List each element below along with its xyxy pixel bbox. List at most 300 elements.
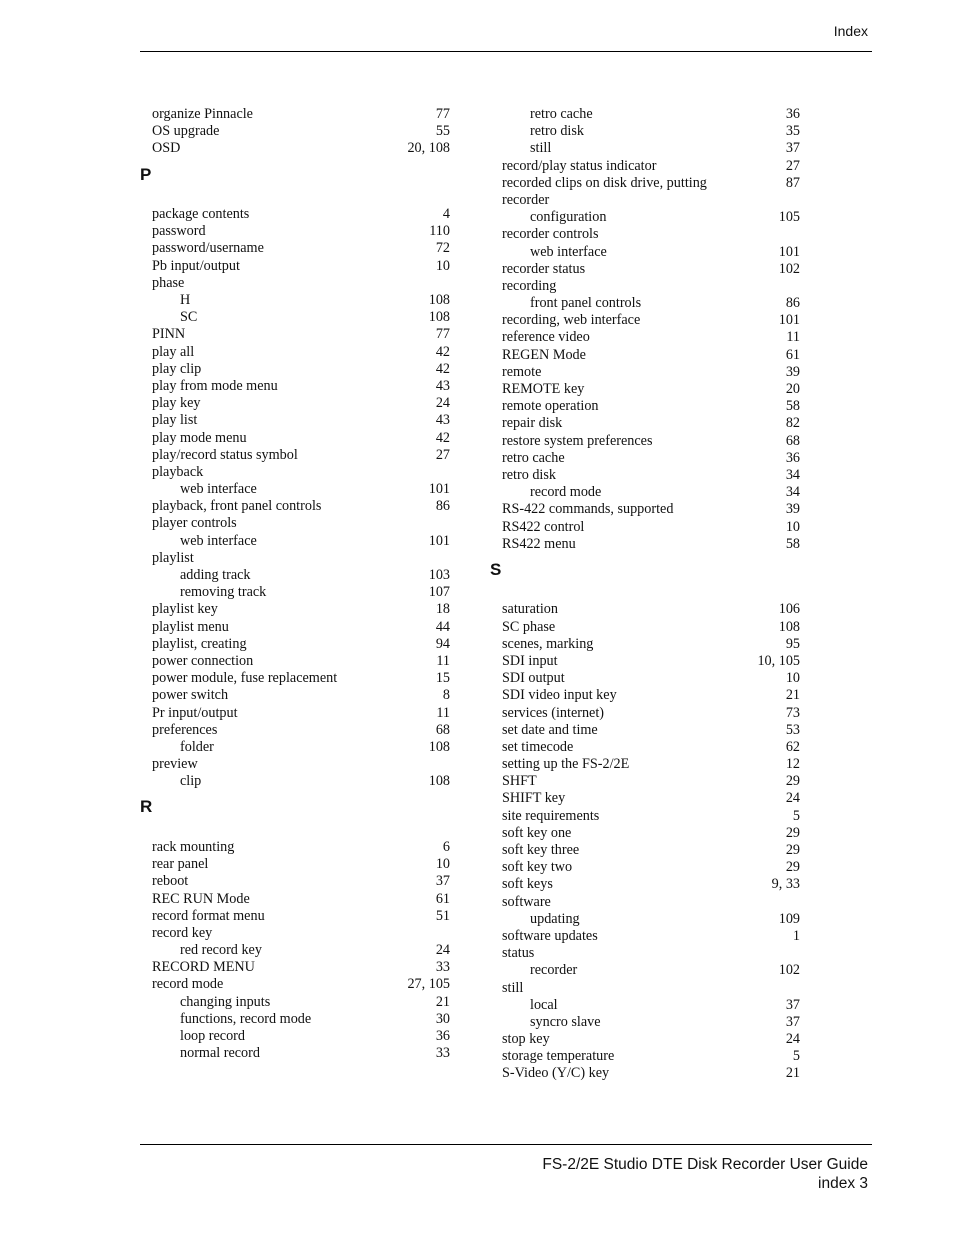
- index-entry: [502, 158, 800, 175]
- page-refs: 103: [428, 567, 450, 583]
- index-entry: [152, 619, 450, 636]
- index-subentry: [502, 962, 800, 979]
- page-refs: 109: [778, 910, 800, 927]
- index-term: preview: [152, 756, 198, 773]
- page-refs: 37: [435, 873, 450, 890]
- index-entry: [502, 1065, 800, 1082]
- page-refs: 37: [785, 996, 800, 1013]
- page-refs: 72: [435, 240, 450, 257]
- index-entry: [502, 945, 800, 962]
- page-refs: 29: [785, 842, 800, 858]
- page-refs: 21: [435, 993, 450, 1010]
- index-subentry: [152, 1028, 450, 1045]
- page-refs: 68: [435, 721, 450, 738]
- page-refs: 108: [428, 292, 450, 308]
- index-term: player controls: [152, 515, 237, 532]
- index-entry: [502, 722, 800, 739]
- index-subentry: [152, 1045, 450, 1062]
- page-refs: 10: [785, 670, 800, 687]
- index-term: play/record status symbol: [152, 446, 298, 463]
- index-subentry: [152, 481, 450, 498]
- index-entry: [502, 705, 800, 722]
- index-entry: [152, 106, 450, 123]
- index-term: configuration: [530, 209, 607, 226]
- index-term: reboot: [152, 873, 189, 890]
- page-refs: 12: [785, 756, 800, 773]
- index-term: syncro slave: [530, 1013, 601, 1030]
- index-term: status: [502, 945, 535, 962]
- index-entry: [502, 636, 800, 653]
- index-term: SDI input: [502, 652, 558, 669]
- index-term: play mode menu: [152, 429, 247, 446]
- index-entry: [502, 876, 800, 893]
- index-term: saturation: [502, 601, 558, 618]
- page-refs: 35: [785, 123, 800, 140]
- page-refs: 94: [435, 635, 450, 652]
- index-subentry: [152, 1011, 450, 1028]
- index-entry: [152, 959, 450, 976]
- index-entry: [502, 329, 800, 346]
- index-column-left: [140, 106, 450, 1062]
- index-entry: [152, 670, 450, 687]
- index-entry: [502, 1048, 800, 1065]
- index-entry: [502, 619, 800, 636]
- index-subentry: [152, 309, 450, 326]
- index-entry: [502, 1031, 800, 1048]
- index-entry: [502, 398, 800, 415]
- index-entry: [502, 790, 800, 807]
- index-entry: [502, 450, 800, 467]
- page-refs: 108: [428, 773, 450, 790]
- page-refs: 107: [428, 584, 450, 601]
- page-refs: 37: [785, 140, 800, 157]
- page-refs: 102: [778, 260, 800, 277]
- index-term: recorded clips on disk drive, putting: [502, 174, 707, 191]
- page-footer: [542, 1155, 868, 1193]
- index-entry: [152, 856, 450, 873]
- page-refs: 61: [785, 346, 800, 363]
- index-term: RECORD MENU: [152, 959, 255, 976]
- page-refs: 24: [435, 395, 450, 412]
- page-refs: 53: [785, 721, 800, 738]
- index-entry: [152, 515, 450, 532]
- index-term: SC: [180, 309, 198, 326]
- index-column-right: [490, 106, 800, 1083]
- index-term: soft key three: [502, 842, 580, 858]
- index-entry: [502, 226, 800, 243]
- index-term: S-Video (Y/C) key: [502, 1065, 610, 1082]
- index-term: SHFT: [502, 773, 537, 790]
- index-term: recorder controls: [502, 226, 599, 243]
- index-entry: [152, 653, 450, 670]
- section-letter: P: [140, 164, 152, 184]
- index-entry: [152, 756, 450, 773]
- page-refs: 6: [442, 838, 450, 855]
- index-subentry: [152, 773, 450, 790]
- index-entry: [152, 636, 450, 653]
- page-refs: 86: [435, 498, 450, 515]
- page-refs: 39: [785, 363, 800, 380]
- page-refs: 77: [435, 106, 450, 122]
- page-refs: 108: [778, 618, 800, 635]
- index-term: setting up the FS-2/2E: [502, 756, 630, 773]
- index-entry: [152, 447, 450, 464]
- index-entry: [152, 344, 450, 361]
- index-term: H: [180, 292, 191, 308]
- page-refs: 62: [785, 738, 800, 755]
- page-refs: 30: [435, 1010, 450, 1027]
- page-refs: 10, 105: [757, 652, 800, 669]
- index-entry: [502, 894, 800, 911]
- page-refs: 27: [785, 157, 800, 174]
- page-refs: 106: [778, 601, 800, 618]
- page-refs: 11: [436, 652, 450, 669]
- index-term: record key: [152, 924, 213, 941]
- index-entry: [502, 670, 800, 687]
- page-refs: 101: [428, 481, 450, 498]
- index-entry: [152, 687, 450, 704]
- index-term: services (internet): [502, 704, 605, 721]
- index-term: still: [502, 979, 524, 996]
- index-entry: [152, 839, 450, 856]
- index-term: software updates: [502, 927, 598, 944]
- index-term: storage temperature: [502, 1048, 615, 1065]
- page-refs: 29: [785, 859, 800, 876]
- footer-rule: [140, 1144, 872, 1145]
- index-subentry: [152, 942, 450, 959]
- index-term: repair disk: [502, 415, 563, 432]
- index-term: adding track: [180, 567, 251, 583]
- page-refs: 108: [428, 738, 450, 755]
- index-entry: [152, 705, 450, 722]
- page-refs: 34: [785, 484, 800, 501]
- index-term: set timecode: [502, 738, 574, 755]
- index-term: local: [530, 996, 558, 1013]
- index-term: restore system preferences: [502, 432, 653, 449]
- index-entry: [502, 859, 800, 876]
- page-refs: 20, 108: [407, 140, 450, 157]
- index-entry: [152, 412, 450, 429]
- page-refs: 73: [785, 704, 800, 721]
- index-entry: [502, 842, 800, 859]
- index-term: remote: [502, 363, 542, 380]
- page-refs: 105: [778, 209, 800, 226]
- index-entry: [152, 395, 450, 412]
- index-term: record/play status indicator: [502, 157, 657, 174]
- index-entry: [502, 536, 800, 553]
- index-term: updating: [530, 910, 580, 927]
- index-entry: [502, 381, 800, 398]
- index-term: reference video: [502, 329, 590, 346]
- index-subentry: [502, 209, 800, 226]
- index-term: web interface: [530, 243, 607, 260]
- index-term: soft key one: [502, 824, 572, 841]
- page-refs: 8: [442, 687, 450, 704]
- index-entry: [502, 808, 800, 825]
- page-refs: 11: [436, 704, 450, 721]
- index-entry: [502, 192, 800, 209]
- index-entry: [502, 347, 800, 364]
- page-refs: 39: [785, 501, 800, 518]
- index-subentry: [502, 997, 800, 1014]
- index-entry: [152, 891, 450, 908]
- page-refs: 58: [785, 535, 800, 552]
- index-term: play key: [152, 395, 201, 412]
- index-entry: [152, 722, 450, 739]
- index-entry: [502, 415, 800, 432]
- book-title: FS-2/2E Studio DTE Disk Recorder User Guide: [542, 1156, 868, 1173]
- running-header: Index: [833, 23, 868, 39]
- index-subentry: [152, 567, 450, 584]
- index-term: power module, fuse replacement: [152, 670, 338, 687]
- page-refs: 51: [435, 907, 450, 924]
- index-term: soft keys: [502, 876, 553, 893]
- index-entry: [502, 261, 800, 278]
- page-refs: 10: [785, 518, 800, 535]
- index-entry: [152, 123, 450, 140]
- index-term: retro cache: [502, 449, 565, 466]
- index-entry: [152, 361, 450, 378]
- index-term: scenes, marking: [502, 635, 594, 652]
- index-entry: [502, 653, 800, 670]
- index-term: playback: [152, 463, 204, 480]
- index-term: OS upgrade: [152, 123, 220, 140]
- index-entry: [502, 687, 800, 704]
- index-term: RS422 menu: [502, 535, 576, 552]
- index-entry: [502, 773, 800, 790]
- index-subentry: [152, 584, 450, 601]
- index-term: playlist: [152, 549, 194, 566]
- index-term: retro cache: [530, 106, 593, 122]
- page-refs: 33: [435, 959, 450, 976]
- page-refs: 10: [435, 856, 450, 873]
- index-term: play all: [152, 343, 195, 360]
- index-term: preferences: [152, 721, 218, 738]
- index-term: playlist, creating: [152, 635, 247, 652]
- index-term: password/username: [152, 240, 264, 257]
- index-term: recorder: [530, 962, 578, 979]
- page-refs: 43: [435, 377, 450, 394]
- index-subentry: [152, 292, 450, 309]
- index-entry: [502, 739, 800, 756]
- index-entry: [152, 140, 450, 157]
- page-refs: 110: [429, 223, 450, 240]
- page-refs: 36: [785, 106, 800, 122]
- index-term: software: [502, 893, 551, 910]
- index-term: SC phase: [502, 618, 556, 635]
- index-entry: [502, 175, 800, 192]
- index-subentry: [502, 244, 800, 261]
- index-term: recording: [502, 277, 557, 294]
- page-refs: 82: [785, 415, 800, 432]
- page-refs: 101: [778, 312, 800, 329]
- index-term: red record key: [180, 942, 262, 959]
- index-term: organize Pinnacle: [152, 106, 253, 122]
- index-subentry: [502, 123, 800, 140]
- page-refs: 21: [785, 1065, 800, 1082]
- index-subentry: [152, 533, 450, 550]
- page-refs: 44: [435, 618, 450, 635]
- index-term: play clip: [152, 360, 202, 377]
- index-entry: [502, 278, 800, 295]
- page-refs: 108: [428, 309, 450, 326]
- index-term: remote operation: [502, 398, 599, 415]
- page-refs: 29: [785, 773, 800, 790]
- index-entry: [502, 312, 800, 329]
- page-refs: 43: [435, 412, 450, 429]
- page-refs: 9, 33: [771, 876, 800, 893]
- page-refs: 95: [785, 635, 800, 652]
- page-refs: 86: [785, 295, 800, 312]
- page-refs: 11: [786, 329, 800, 346]
- index-term: REGEN Mode: [502, 346, 586, 363]
- index-entry: [502, 980, 800, 997]
- index-term: rack mounting: [152, 838, 235, 855]
- page-refs: 5: [792, 1048, 800, 1065]
- index-term: power switch: [152, 687, 229, 704]
- index-entry: [502, 928, 800, 945]
- index-entry: [152, 430, 450, 447]
- page-refs: 15: [435, 670, 450, 687]
- index-term: functions, record mode: [180, 1010, 312, 1027]
- index-term: front panel controls: [530, 295, 642, 312]
- page-refs: 37: [785, 1013, 800, 1030]
- index-term: play from mode menu: [152, 377, 278, 394]
- index-entry: [152, 925, 450, 942]
- index-entry: [152, 601, 450, 618]
- index-term: normal record: [180, 1045, 260, 1062]
- page-refs: 24: [785, 1031, 800, 1048]
- index-entry: [502, 467, 800, 484]
- page-refs: 102: [778, 962, 800, 979]
- index-term: removing track: [180, 584, 267, 601]
- index-entry: [502, 601, 800, 618]
- index-entry: [152, 275, 450, 292]
- index-entry: [502, 433, 800, 450]
- index-entry: [152, 976, 450, 993]
- index-entry: [152, 550, 450, 567]
- index-term: recording, web interface: [502, 312, 641, 329]
- page-refs: 42: [435, 343, 450, 360]
- index-entry: [152, 464, 450, 481]
- index-term: OSD: [152, 140, 181, 157]
- index-subentry: [502, 484, 800, 501]
- page-refs: 29: [785, 824, 800, 841]
- index-term: stop key: [502, 1031, 550, 1048]
- page-refs: 34: [785, 466, 800, 483]
- page-refs: 27: [435, 446, 450, 463]
- index-term: changing inputs: [180, 993, 271, 1010]
- index-entry: [502, 501, 800, 518]
- index-term: soft key two: [502, 859, 573, 876]
- index-term: playback, front panel controls: [152, 498, 322, 515]
- index-term: retro disk: [502, 466, 556, 483]
- index-entry: [502, 364, 800, 381]
- index-entry: [502, 756, 800, 773]
- index-term: site requirements: [502, 807, 600, 824]
- index-term: package contents: [152, 206, 250, 223]
- index-subentry: [502, 911, 800, 928]
- index-term: loop record: [180, 1028, 246, 1044]
- index-term: play list: [152, 412, 198, 429]
- index-term: password: [152, 223, 206, 240]
- index-entry: [152, 378, 450, 395]
- page-refs: 24: [785, 790, 800, 807]
- index-entry: [502, 519, 800, 536]
- index-term: Pb input/output: [152, 257, 240, 274]
- index-term: phase: [152, 274, 185, 291]
- index-term: playlist key: [152, 601, 218, 618]
- page-number: index 3: [818, 1175, 868, 1192]
- index-term: REMOTE key: [502, 381, 585, 397]
- section-letter: S: [490, 559, 502, 579]
- index-subentry: [502, 140, 800, 157]
- index-entry: [152, 873, 450, 890]
- index-term: RS422 control: [502, 518, 585, 535]
- index-subentry: [502, 295, 800, 312]
- page-refs: 87: [785, 174, 800, 191]
- index-term: PINN: [152, 326, 186, 343]
- index-term: clip: [180, 773, 202, 790]
- page-refs: 20: [785, 381, 800, 397]
- index-term: web interface: [180, 532, 257, 549]
- page-refs: 5: [792, 807, 800, 824]
- index-term: SHIFT key: [502, 790, 566, 807]
- index-subentry: [502, 106, 800, 123]
- page-refs: 10: [435, 257, 450, 274]
- index-entry: [502, 825, 800, 842]
- page-refs: 36: [785, 449, 800, 466]
- index-subentry: [152, 739, 450, 756]
- index-term: recorder: [502, 191, 550, 208]
- page-refs: 42: [435, 360, 450, 377]
- page-refs: 68: [785, 432, 800, 449]
- index-term: power connection: [152, 652, 254, 669]
- page-refs: 21: [785, 687, 800, 704]
- page-refs: 1: [792, 927, 800, 944]
- page-refs: 18: [435, 601, 450, 618]
- index-entry: [152, 258, 450, 275]
- index-subentry: [502, 1014, 800, 1031]
- index-term: record mode: [152, 976, 224, 993]
- page-refs: 27, 105: [407, 976, 450, 993]
- page-refs: 77: [435, 326, 450, 343]
- index-entry: [152, 326, 450, 343]
- page-refs: 24: [435, 942, 450, 959]
- index-term: retro disk: [530, 123, 584, 140]
- index-term: web interface: [180, 481, 257, 498]
- index-term: Pr input/output: [152, 704, 238, 721]
- page-refs: 61: [435, 890, 450, 907]
- index-subentry: [152, 994, 450, 1011]
- index-term: rear panel: [152, 856, 209, 873]
- page-refs: 36: [435, 1028, 450, 1044]
- index-term: folder: [180, 738, 214, 755]
- page-refs: 42: [435, 429, 450, 446]
- page-refs: 4: [442, 206, 450, 223]
- index-entry: [152, 206, 450, 223]
- index-term: RS-422 commands, supported: [502, 501, 674, 518]
- page-refs: 101: [778, 243, 800, 260]
- page-refs: 58: [785, 398, 800, 415]
- index-entry: [152, 240, 450, 257]
- index-term: still: [530, 140, 552, 157]
- index-entry: [152, 908, 450, 925]
- page-refs: 101: [428, 532, 450, 549]
- index-entry: [152, 498, 450, 515]
- page-refs: 33: [435, 1045, 450, 1062]
- index-term: record mode: [530, 484, 602, 501]
